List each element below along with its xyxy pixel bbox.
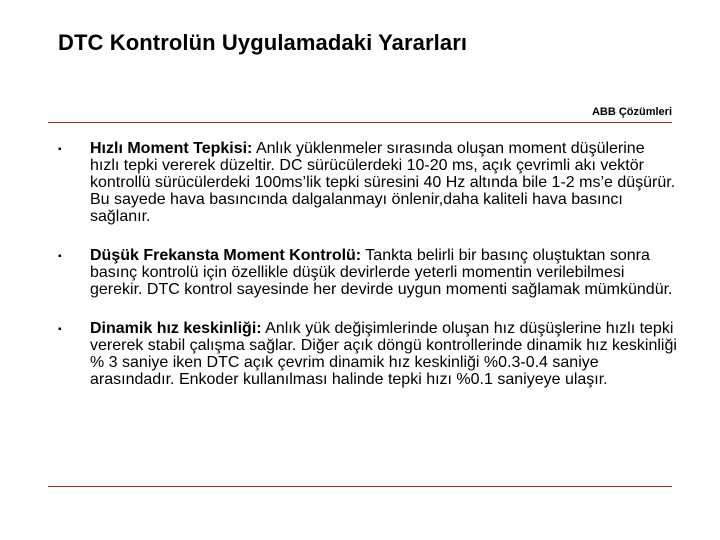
bullet-list — [58, 140, 678, 410]
square-bullet-icon: ▪ — [58, 144, 62, 155]
bullet-text — [90, 140, 678, 225]
bullet-heading: Düşük Frekansta Moment Kontrolü: — [90, 247, 362, 264]
bullet-heading: Dinamik hız keskinliği: — [90, 320, 262, 337]
square-bullet-icon: ▪ — [58, 324, 62, 335]
list-item — [58, 140, 678, 225]
bullet-body: Anlık yük değişimlerinde oluşan hız düşüşlerine hızlı tepki vererek stabil çalışma sağlar. Diğer açık döngü kontrollerinde dinamik hız keskinliği % 3 saniye iken DTC açık çevrim dinamik hız keskinliği %0.3-0.4 saniye arasındadır. Enkoder kullanılması halinde tepki hızı %0.1 saniyeye ulaşır. — [90, 320, 677, 388]
bullet-heading: Hızlı Moment Tepkisi: — [90, 140, 253, 157]
bullet-text — [90, 247, 678, 298]
bottom-divider — [48, 486, 672, 487]
page-title: DTC Kontrolün Uygulamadaki Yararları — [58, 30, 468, 55]
list-item — [58, 320, 678, 388]
bullet-body: Tankta belirli bir basınç oluştuktan sonra basınç kontrolü için özellikle düşük devirlerde yeterli momentin verilebilmesi gerekir. DTC kontrol sayesinde her devirde uygun momenti sağlamak mümkündür. — [90, 247, 673, 298]
square-bullet-icon: ▪ — [58, 251, 62, 262]
bullet-text — [90, 320, 678, 388]
top-divider — [48, 122, 672, 123]
bullet-body: Anlık yüklenmeler sırasında oluşan moment düşülerine hızlı tepki vererek düzeltir. DC sürücülerdeki 10-20 ms, açık çevrimli akı vektör kontrollü sürücülerdeki 100ms’lik tepki süresini 40 Hz altında bile 1-2 ms’e düşürür. Bu sayede hava basıncında dalgalanmayı önlenir,daha kaliteli hava basıncı sağlanır. — [90, 140, 676, 225]
section-subtitle: ABB Çözümleri — [591, 106, 672, 118]
list-item — [58, 247, 678, 298]
